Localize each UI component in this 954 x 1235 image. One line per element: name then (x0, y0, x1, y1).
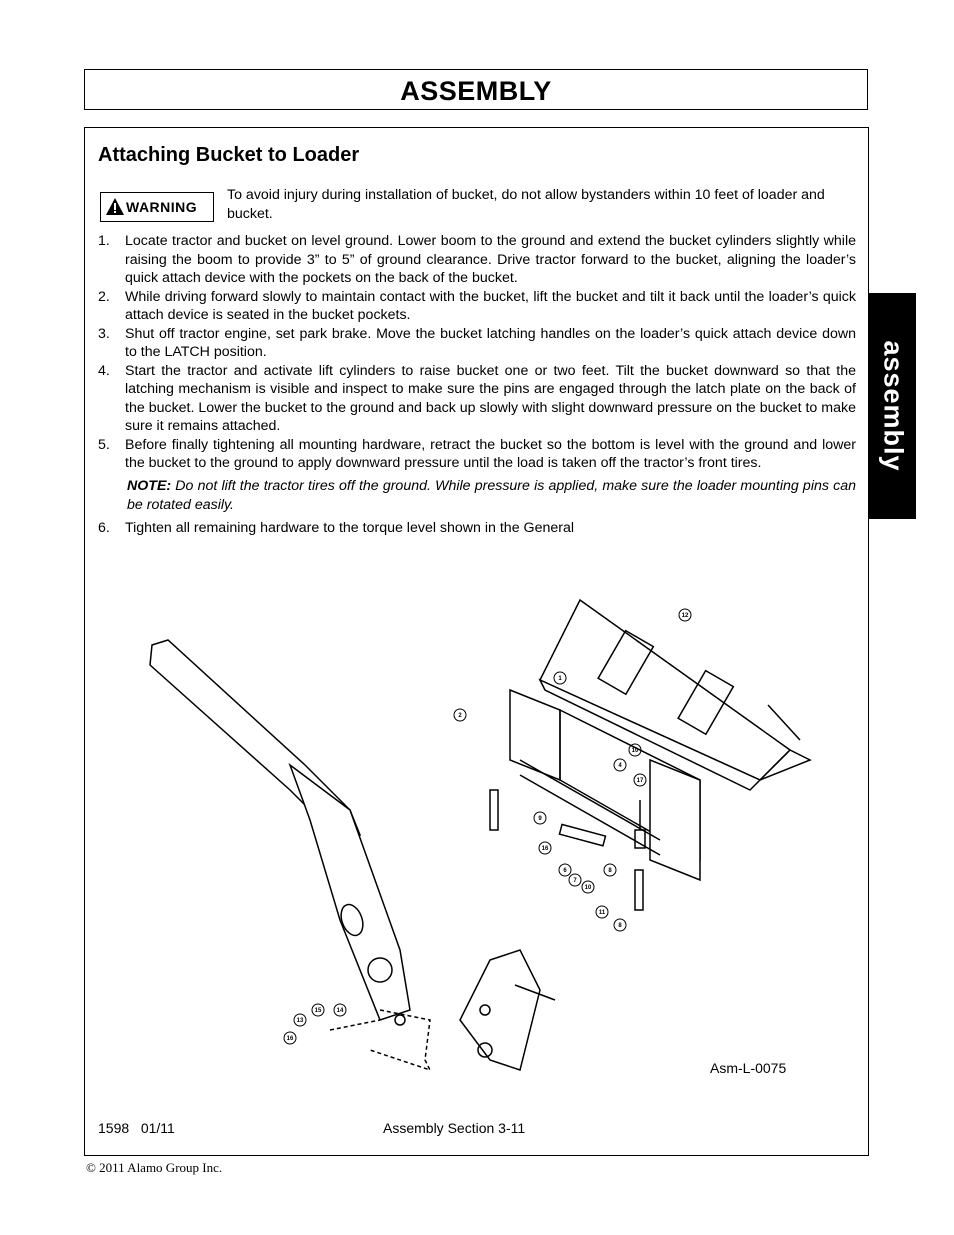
step-text: Shut off tractor engine, set park brake. Move the bucket latching handles on the loader’s quick attach device down to the LATCH position. (125, 325, 856, 360)
header-box (84, 69, 868, 110)
callout-number: 16 (286, 1036, 294, 1042)
step-text: Start the tractor and activate lift cylinders to raise bucket one or two feet. Tilt the bucket downward so that the latching mechanism is visible and inspect to make sure the pins are engaged through the latch plate on the back of the bucket. Lower the bucket to the ground and back up slowly with slight downward pressure on the bucket to make sure it remains attached. (125, 362, 856, 434)
callout-number: 10 (584, 885, 592, 891)
warning-triangle-icon (106, 198, 124, 215)
step-text: While driving forward slowly to maintain contact with the bucket, lift the bucket and tilt it back until the loader’s quick attach device is seated in the bucket pockets. (125, 288, 856, 323)
warning-badge (100, 192, 214, 222)
step-number: 5. (98, 436, 110, 453)
bucket-drawing (540, 600, 810, 790)
callout-number: 7 (573, 878, 577, 884)
step-item (98, 362, 856, 436)
callout-number: 10 (631, 748, 639, 754)
callout-number: 15 (314, 1008, 322, 1014)
step-number: 2. (98, 288, 110, 305)
step-text: Before finally tightening all mounting hardware, retract the bucket so the bottom is level with the ground and lower the bucket to the ground to apply downward pressure until the load is taken off the tractor’s front tires. (125, 436, 856, 471)
step-number: 3. (98, 325, 110, 342)
step-item (98, 519, 856, 538)
callout-number: 12 (681, 613, 689, 619)
callout-number: 13 (296, 1018, 304, 1024)
step-number: 6. (98, 519, 110, 536)
note (98, 477, 856, 515)
note-label: NOTE: (127, 477, 172, 494)
latch-parts (490, 790, 645, 910)
diagram-reference-label: Asm-L-0075 (710, 1060, 787, 1076)
step-item (98, 325, 856, 362)
step-item (98, 288, 856, 325)
mount-bracket (460, 950, 555, 1070)
callout-number: 1 (558, 676, 562, 682)
callout-number: 2 (458, 713, 462, 719)
footer-section: Assembly Section 3-11 (383, 1120, 526, 1136)
page-header-title: ASSEMBLY (400, 76, 552, 106)
copyright: © 2011 Alamo Group Inc. (86, 1160, 223, 1175)
step-number: 1. (98, 233, 110, 249)
side-tab (869, 293, 916, 519)
side-tab-label: assembly (878, 340, 908, 472)
section-title: Attaching Bucket to Loader (98, 144, 360, 166)
warning-label: WARNING (126, 199, 198, 215)
steps-list (98, 232, 856, 537)
callout-number: 8 (608, 868, 612, 874)
assembly-diagram (140, 590, 820, 1090)
note-text: Do not lift the tractor tires off the ground. While pressure is applied, make sure the loader mounting pins can be rotated easily. (127, 477, 856, 513)
loader-arm (150, 640, 410, 1025)
callout-number: 11 (598, 910, 606, 916)
step-item (98, 436, 856, 473)
footer-part-date: 1598 01/11 (98, 1120, 175, 1136)
callout-number: 14 (336, 1008, 344, 1014)
callout-number: 6 (563, 868, 567, 874)
callout-number: 9 (538, 816, 542, 822)
warning-text: To avoid injury during installation of bucket, do not allow bystanders within 10 feet of loader and bucket. (227, 187, 825, 222)
step-number: 4. (98, 362, 110, 379)
callout-number: 17 (636, 778, 644, 784)
step-text: Tighten all remaining hardware to the torque level shown in the General (125, 519, 575, 536)
callout-number: 16 (541, 846, 549, 852)
callout-number: 4 (618, 763, 622, 769)
step-item (98, 232, 856, 288)
step-text: Locate tractor and bucket on level ground. Lower boom to the ground and extend the bucket cylinders slightly while raising the boom to provide 3” to 5” of ground clearance. Drive tractor forward to the bucket, aligning the loader’s quick attach device with the pockets on the back of the bucket. (125, 233, 856, 286)
callout-number: 8 (618, 923, 622, 929)
